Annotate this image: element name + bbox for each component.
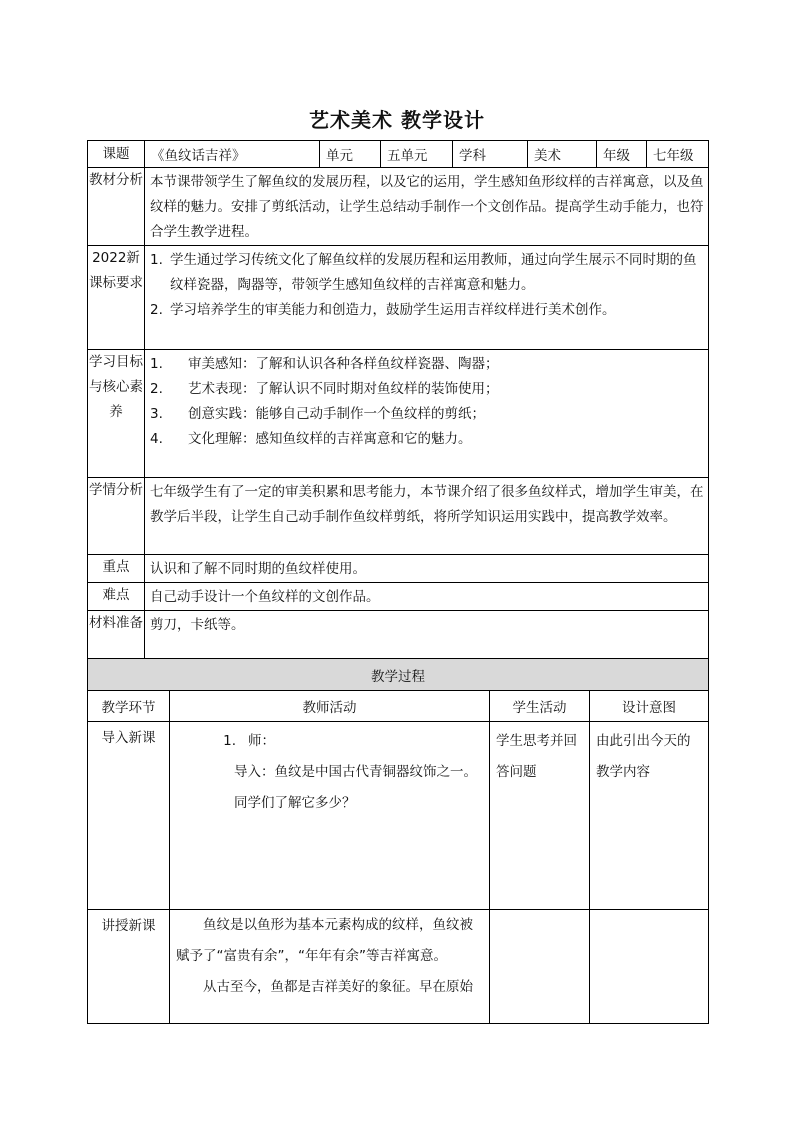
unit-value: 五单元: [387, 148, 428, 164]
teaching-process-table: [87, 658, 709, 1024]
material-analysis-row: [88, 168, 709, 246]
table-row: [88, 722, 709, 910]
goal-item: 2. 艺术表现：了解认识不同时期对鱼纹样的装饰使用；: [150, 381, 499, 397]
student-activity-cell: 学生思考并回答问题: [490, 722, 590, 910]
header-row: [88, 141, 709, 168]
key-point-label: 重点: [88, 555, 145, 583]
stage-cell: 导入新课: [88, 722, 170, 910]
difficulty-label: 难点: [88, 583, 145, 611]
learner-analysis-text: 七年级学生有了一定的审美积累和思考能力，本节课介绍了很多鱼纹样式，增加学生审美，在教学后半段，让学生自己动手制作鱼纹样剪纸，将所学知识运用实践中，提高教学效率。: [145, 478, 709, 555]
teacher-line: 同学们了解它多少？: [234, 795, 356, 811]
table-row: [88, 910, 709, 1024]
goal-item: 4. 文化理解：感知鱼纹样的吉祥寓意和它的魅力。: [150, 431, 472, 447]
material-analysis-text: 本节课带领学生了解鱼纹的发展历程，以及它的运用，学生感知鱼形纹样的吉祥寓意，以及鱼纹样的魅力。安排了剪纸活动，让学生总结动手制作一个文创作品。提高学生动手能力，也符合学生教学进程。: [145, 168, 709, 246]
teacher-activity-cell: [170, 910, 490, 1024]
standard-row: [88, 246, 709, 350]
teacher-line: 导入：鱼纹是中国古代青铜器纹饰之一。: [234, 764, 477, 780]
column-header: 教学环节: [88, 691, 170, 722]
unit-label: 单元: [326, 148, 353, 164]
teacher-paragraph: 鱼纹是以鱼形为基本元素构成的纹样，鱼纹被赋予了“富贵有余”，“年年有余”等吉祥寓意。: [176, 917, 473, 964]
goals-row: [88, 350, 709, 478]
goals-cell: [145, 350, 709, 478]
learner-analysis-row: [88, 478, 709, 555]
materials-text: 剪刀，卡纸等。: [145, 611, 709, 663]
standard-label: 2022新课标要求: [88, 246, 145, 350]
column-header: 教师活动: [170, 691, 490, 722]
standard-item: 2. 学习培养学生的审美能力和创造力，鼓励学生运用吉祥纹样进行美术创作。: [150, 302, 616, 318]
grade-value: 七年级: [653, 148, 694, 164]
key-point-row: [88, 555, 709, 583]
materials-row: [88, 611, 709, 663]
grade-label: 年级: [603, 148, 630, 164]
material-analysis-label: 教材分析: [88, 168, 145, 246]
key-point-text: 认识和了解不同时期的鱼纹样使用。: [145, 555, 709, 583]
column-header: 设计意图: [590, 691, 709, 722]
column-header: 学生活动: [490, 691, 590, 722]
goal-item: 1. 审美感知：了解和认识各种各样鱼纹样瓷器、陶器；: [150, 356, 499, 372]
subject-value: 美术: [534, 148, 561, 164]
learner-analysis-label: 学情分析: [88, 478, 145, 555]
topic-label: 课题: [88, 141, 145, 168]
teacher-line: 1. 师：: [223, 733, 275, 749]
standard-cell: [145, 246, 709, 350]
process-title: 教学过程: [88, 659, 709, 691]
stage-cell: 讲授新课: [88, 910, 170, 1024]
goals-label: 学习目标与核心素养: [88, 350, 145, 478]
lesson-info-table: [87, 140, 709, 663]
process-column-headers: [88, 691, 709, 722]
materials-label: 材料准备: [88, 611, 145, 663]
subject-label: 学科: [459, 148, 486, 164]
student-activity-cell: [490, 910, 590, 1024]
topic-value: 《鱼纹话吉祥》: [151, 148, 246, 164]
document-title: 艺术美术 教学设计: [309, 108, 485, 132]
difficulty-row: [88, 583, 709, 611]
design-intent-cell: [590, 910, 709, 1024]
teacher-paragraph: 从古至今，鱼都是吉祥美好的象征。早在原始: [203, 979, 473, 995]
goal-item: 3. 创意实践：能够自己动手制作一个鱼纹样的剪纸；: [150, 406, 485, 422]
process-title-row: [88, 659, 709, 691]
teacher-activity-cell: [170, 722, 490, 910]
design-intent-cell: 由此引出今天的教学内容: [590, 722, 709, 910]
standard-item: 1. 学生通过学习传统文化了解鱼纹样的发展历程和运用教师，通过向学生展示不同时期的鱼纹样瓷器，陶器等，带领学生感知鱼纹样的吉祥寓意和魅力。: [150, 252, 697, 293]
difficulty-text: 自己动手设计一个鱼纹样的文创作品。: [145, 583, 709, 611]
